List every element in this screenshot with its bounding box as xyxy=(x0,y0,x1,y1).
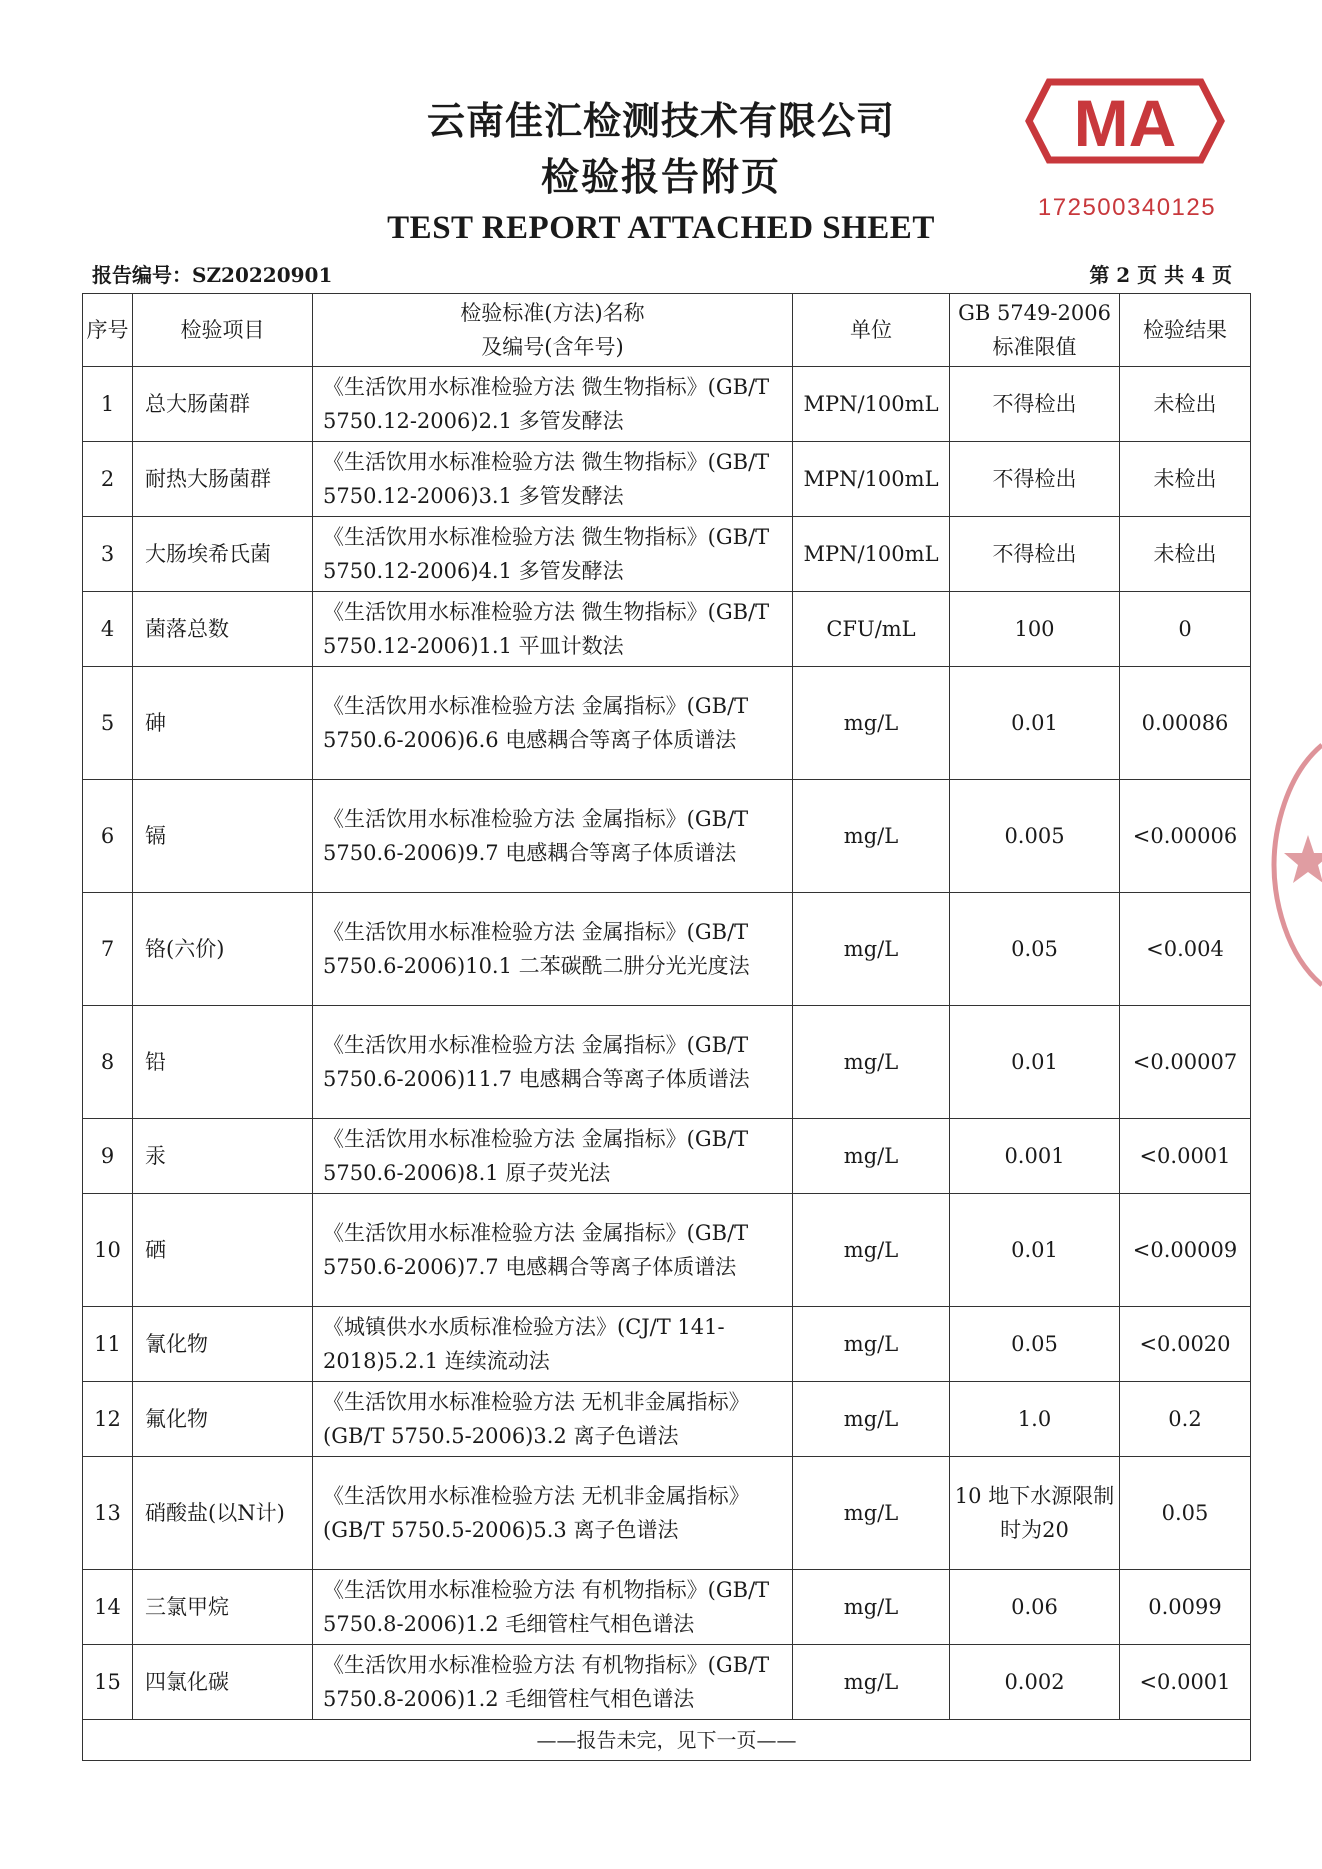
row-item: 耐热大肠菌群 xyxy=(133,442,313,517)
report-subtitle: 检验报告附页 xyxy=(540,154,781,199)
row-unit: mg/L xyxy=(793,1382,950,1457)
row-unit: mg/L xyxy=(793,1457,950,1570)
row-unit: mg/L xyxy=(793,1006,950,1119)
row-unit: MPN/100mL xyxy=(793,442,950,517)
row-result: 未检出 xyxy=(1120,367,1251,442)
row-no: 14 xyxy=(83,1570,133,1645)
row-no: 1 xyxy=(83,367,133,442)
row-item: 汞 xyxy=(133,1119,313,1194)
table-row xyxy=(83,1570,1251,1645)
table-row xyxy=(83,442,1251,517)
header-seq: 序号 xyxy=(83,294,133,367)
row-limit: 0.05 xyxy=(950,1307,1120,1382)
row-item: 砷 xyxy=(133,667,313,780)
row-unit: CFU/mL xyxy=(793,592,950,667)
row-result: <0.00006 xyxy=(1120,780,1251,893)
row-item: 菌落总数 xyxy=(133,592,313,667)
seal-stamp-fragment xyxy=(1268,735,1322,995)
page-info: 第 2 页 共 4 页 xyxy=(1089,263,1232,287)
row-result: <0.004 xyxy=(1120,893,1251,1006)
row-item: 铬(六价) xyxy=(133,893,313,1006)
report-title-en: TEST REPORT ATTACHED SHEET xyxy=(387,210,935,246)
table-row xyxy=(83,1382,1251,1457)
row-item: 大肠埃希氏菌 xyxy=(133,517,313,592)
row-method: 《生活饮用水标准检验方法 金属指标》(GB/T 5750.6-2006)8.1 原子荧光法 xyxy=(313,1119,793,1194)
header-item: 检验项目 xyxy=(133,294,313,367)
header-result: 检验结果 xyxy=(1120,294,1251,367)
row-method: 《生活饮用水标准检验方法 金属指标》(GB/T 5750.6-2006)6.6 电感耦合等离子体质谱法 xyxy=(313,667,793,780)
row-limit: 不得检出 xyxy=(950,367,1120,442)
table-row xyxy=(83,517,1251,592)
table-row xyxy=(83,780,1251,893)
row-no: 7 xyxy=(83,893,133,1006)
report-number-label: 报告编号： xyxy=(92,263,192,287)
table-row xyxy=(83,592,1251,667)
table-footer-row xyxy=(83,1720,1251,1761)
row-no: 2 xyxy=(83,442,133,517)
row-method: 《生活饮用水标准检验方法 微生物指标》(GB/T 5750.12-2006)1.1 平皿计数法 xyxy=(313,592,793,667)
row-limit: 0.01 xyxy=(950,1006,1120,1119)
row-result: <0.0001 xyxy=(1120,1119,1251,1194)
row-no: 6 xyxy=(83,780,133,893)
row-no: 3 xyxy=(83,517,133,592)
table-footer: ——报告未完，见下一页—— xyxy=(83,1720,1251,1761)
row-limit: 1.0 xyxy=(950,1382,1120,1457)
row-item: 氰化物 xyxy=(133,1307,313,1382)
row-limit: 0.01 xyxy=(950,667,1120,780)
row-unit: MPN/100mL xyxy=(793,367,950,442)
row-no: 4 xyxy=(83,592,133,667)
row-method: 《生活饮用水标准检验方法 有机物指标》(GB/T 5750.8-2006)1.2 毛细管柱气相色谱法 xyxy=(313,1645,793,1720)
row-method: 《生活饮用水标准检验方法 金属指标》(GB/T 5750.6-2006)9.7 电感耦合等离子体质谱法 xyxy=(313,780,793,893)
row-method: 《生活饮用水标准检验方法 金属指标》(GB/T 5750.6-2006)7.7 电感耦合等离子体质谱法 xyxy=(313,1194,793,1307)
cma-number: 172500340125 xyxy=(1037,194,1217,221)
table-row xyxy=(83,1194,1251,1307)
report-number xyxy=(92,259,332,288)
results-table xyxy=(82,293,1251,1761)
header-limit xyxy=(950,294,1120,367)
row-item: 四氯化碳 xyxy=(133,1645,313,1720)
company-name: 云南佳汇检测技术有限公司 xyxy=(426,98,895,143)
table-row xyxy=(83,1457,1251,1570)
row-method: 《城镇供水水质标准检验方法》(CJ/T 141-2018)5.2.1 连续流动法 xyxy=(313,1307,793,1382)
row-no: 9 xyxy=(83,1119,133,1194)
table-row xyxy=(83,1645,1251,1720)
row-result: 0.05 xyxy=(1120,1457,1251,1570)
row-result: 未检出 xyxy=(1120,442,1251,517)
row-item: 氟化物 xyxy=(133,1382,313,1457)
row-result: 0 xyxy=(1120,592,1251,667)
table-row xyxy=(83,667,1251,780)
row-unit: mg/L xyxy=(793,1570,950,1645)
row-limit: 0.01 xyxy=(950,1194,1120,1307)
table-row xyxy=(83,1307,1251,1382)
results-table-wrap xyxy=(82,293,1250,1761)
row-result: <0.0020 xyxy=(1120,1307,1251,1382)
table-row xyxy=(83,893,1251,1006)
table-row xyxy=(83,367,1251,442)
row-limit: 0.05 xyxy=(950,893,1120,1006)
row-method: 《生活饮用水标准检验方法 无机非金属指标》(GB/T 5750.5-2006)5.3 离子色谱法 xyxy=(313,1457,793,1570)
cma-logo-text: MA xyxy=(1073,86,1177,160)
row-limit: 不得检出 xyxy=(950,442,1120,517)
row-no: 13 xyxy=(83,1457,133,1570)
row-unit: mg/L xyxy=(793,1194,950,1307)
row-result: <0.00009 xyxy=(1120,1194,1251,1307)
table-header-row xyxy=(83,294,1251,367)
row-item: 铅 xyxy=(133,1006,313,1119)
row-result: 0.00086 xyxy=(1120,667,1251,780)
row-limit: 100 xyxy=(950,592,1120,667)
row-result: 0.2 xyxy=(1120,1382,1251,1457)
row-unit: mg/L xyxy=(793,1307,950,1382)
cma-logo xyxy=(1025,76,1225,166)
row-no: 8 xyxy=(83,1006,133,1119)
row-method: 《生活饮用水标准检验方法 微生物指标》(GB/T 5750.12-2006)2.1 多管发酵法 xyxy=(313,367,793,442)
row-result: 未检出 xyxy=(1120,517,1251,592)
report-number-value: SZ20220901 xyxy=(192,263,333,287)
row-unit: mg/L xyxy=(793,893,950,1006)
row-method: 《生活饮用水标准检验方法 金属指标》(GB/T 5750.6-2006)10.1 二苯碳酰二肼分光光度法 xyxy=(313,893,793,1006)
row-unit: mg/L xyxy=(793,667,950,780)
row-no: 12 xyxy=(83,1382,133,1457)
table-row xyxy=(83,1006,1251,1119)
row-no: 5 xyxy=(83,667,133,780)
row-limit: 不得检出 xyxy=(950,517,1120,592)
row-method: 《生活饮用水标准检验方法 有机物指标》(GB/T 5750.8-2006)1.2 毛细管柱气相色谱法 xyxy=(313,1570,793,1645)
table-row xyxy=(83,1119,1251,1194)
row-result: 0.0099 xyxy=(1120,1570,1251,1645)
row-unit: mg/L xyxy=(793,1645,950,1720)
row-method: 《生活饮用水标准检验方法 无机非金属指标》(GB/T 5750.5-2006)3.2 离子色谱法 xyxy=(313,1382,793,1457)
row-item: 三氯甲烷 xyxy=(133,1570,313,1645)
header-method-line1: 检验标准(方法)名称 xyxy=(460,301,645,325)
row-limit: 0.06 xyxy=(950,1570,1120,1645)
row-limit: 10 地下水源限制时为20 xyxy=(950,1457,1120,1570)
header-limit-line1: GB 5749-2006 xyxy=(958,301,1111,325)
row-method: 《生活饮用水标准检验方法 微生物指标》(GB/T 5750.12-2006)3.1 多管发酵法 xyxy=(313,442,793,517)
header-method xyxy=(313,294,793,367)
row-limit: 0.005 xyxy=(950,780,1120,893)
row-item: 硒 xyxy=(133,1194,313,1307)
row-method: 《生活饮用水标准检验方法 微生物指标》(GB/T 5750.12-2006)4.1 多管发酵法 xyxy=(313,517,793,592)
row-item: 硝酸盐(以N计) xyxy=(133,1457,313,1570)
row-no: 11 xyxy=(83,1307,133,1382)
header-unit: 单位 xyxy=(793,294,950,367)
row-no: 10 xyxy=(83,1194,133,1307)
row-unit: mg/L xyxy=(793,780,950,893)
row-result: <0.00007 xyxy=(1120,1006,1251,1119)
row-limit: 0.002 xyxy=(950,1645,1120,1720)
row-unit: MPN/100mL xyxy=(793,517,950,592)
header-method-line2: 及编号(含年号) xyxy=(481,335,624,359)
row-method: 《生活饮用水标准检验方法 金属指标》(GB/T 5750.6-2006)11.7 电感耦合等离子体质谱法 xyxy=(313,1006,793,1119)
row-item: 总大肠菌群 xyxy=(133,367,313,442)
row-limit: 0.001 xyxy=(950,1119,1120,1194)
row-unit: mg/L xyxy=(793,1119,950,1194)
row-result: <0.0001 xyxy=(1120,1645,1251,1720)
row-no: 15 xyxy=(83,1645,133,1720)
row-item: 镉 xyxy=(133,780,313,893)
header-limit-line2: 标准限值 xyxy=(992,335,1077,359)
